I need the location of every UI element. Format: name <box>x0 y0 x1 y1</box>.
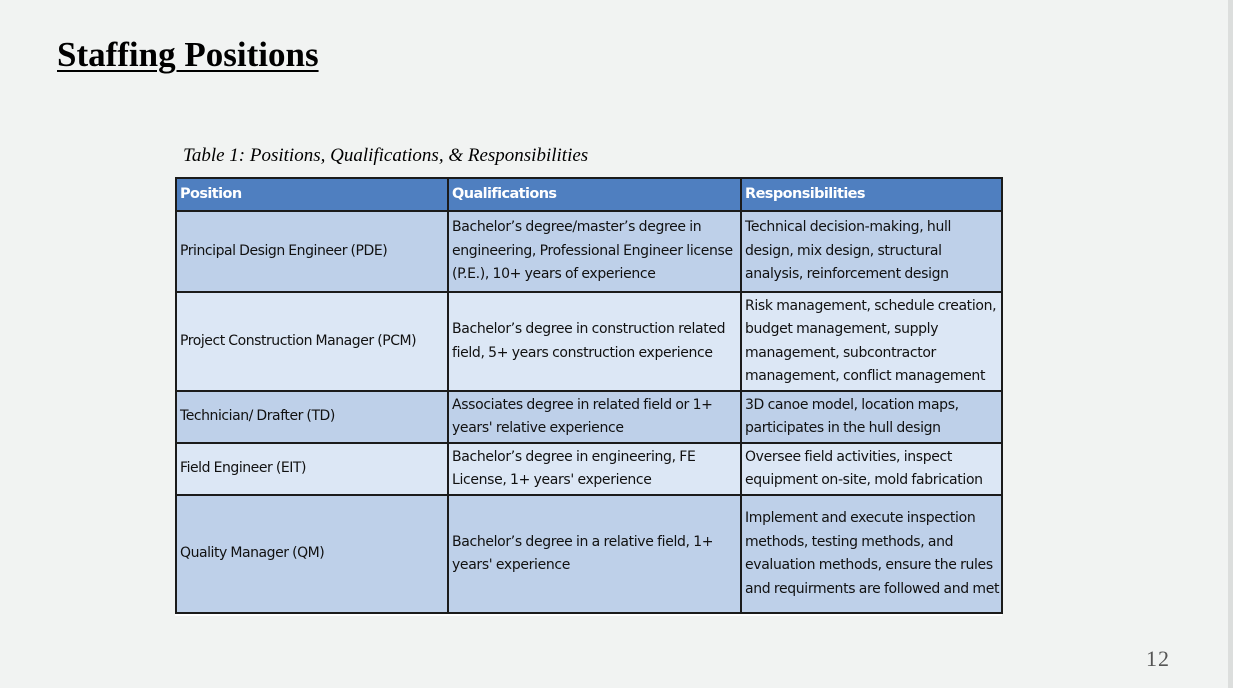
qualifications-cell: Bachelor’s degree/master’s degree in engineering, Professional Engineer license (P.E.), 10+ years of experience <box>448 211 741 292</box>
table-caption: Table 1: Positions, Qualifications, & Responsibilities <box>183 145 589 166</box>
page-number: 12 <box>1146 646 1170 671</box>
positions-table <box>175 177 1003 614</box>
qualifications-cell: Associates degree in related field or 1+ years' relative experience <box>448 391 741 443</box>
qualifications-cell: Bachelor’s degree in a relative field, 1+ years' experience <box>448 495 741 613</box>
qualifications-cell: Bachelor’s degree in engineering, FE License, 1+ years' experience <box>448 443 741 495</box>
column-header-responsibilities: Responsibilities <box>741 178 1002 211</box>
responsibilities-cell: 3D canoe model, location maps, participates in the hull design <box>741 391 1002 443</box>
table-row <box>176 211 1002 292</box>
position-cell: Principal Design Engineer (PDE) <box>176 211 448 292</box>
table-row <box>176 495 1002 613</box>
table-row <box>176 391 1002 443</box>
table-header-row <box>176 178 1002 211</box>
responsibilities-cell: Implement and execute inspection methods, testing methods, and evaluation methods, ensure the rules and requirments are followed and met <box>741 495 1002 613</box>
page-title: Staffing Positions <box>57 35 319 74</box>
slide-edge-shadow <box>1228 0 1233 688</box>
positions-table-container <box>175 177 1002 616</box>
column-header-position: Position <box>176 178 448 211</box>
position-cell: Field Engineer (EIT) <box>176 443 448 495</box>
table-row <box>176 443 1002 495</box>
responsibilities-cell: Risk management, schedule creation, budget management, supply management, subcontractor management, conflict management <box>741 292 1002 391</box>
responsibilities-cell: Oversee field activities, inspect equipment on-site, mold fabrication <box>741 443 1002 495</box>
position-cell: Quality Manager (QM) <box>176 495 448 613</box>
qualifications-cell: Bachelor’s degree in construction related field, 5+ years construction experience <box>448 292 741 391</box>
table-row <box>176 292 1002 391</box>
position-cell: Technician/ Drafter (TD) <box>176 391 448 443</box>
position-cell: Project Construction Manager (PCM) <box>176 292 448 391</box>
column-header-qualifications: Qualifications <box>448 178 741 211</box>
responsibilities-cell: Technical decision-making, hull design, mix design, structural analysis, reinforcement design <box>741 211 1002 292</box>
